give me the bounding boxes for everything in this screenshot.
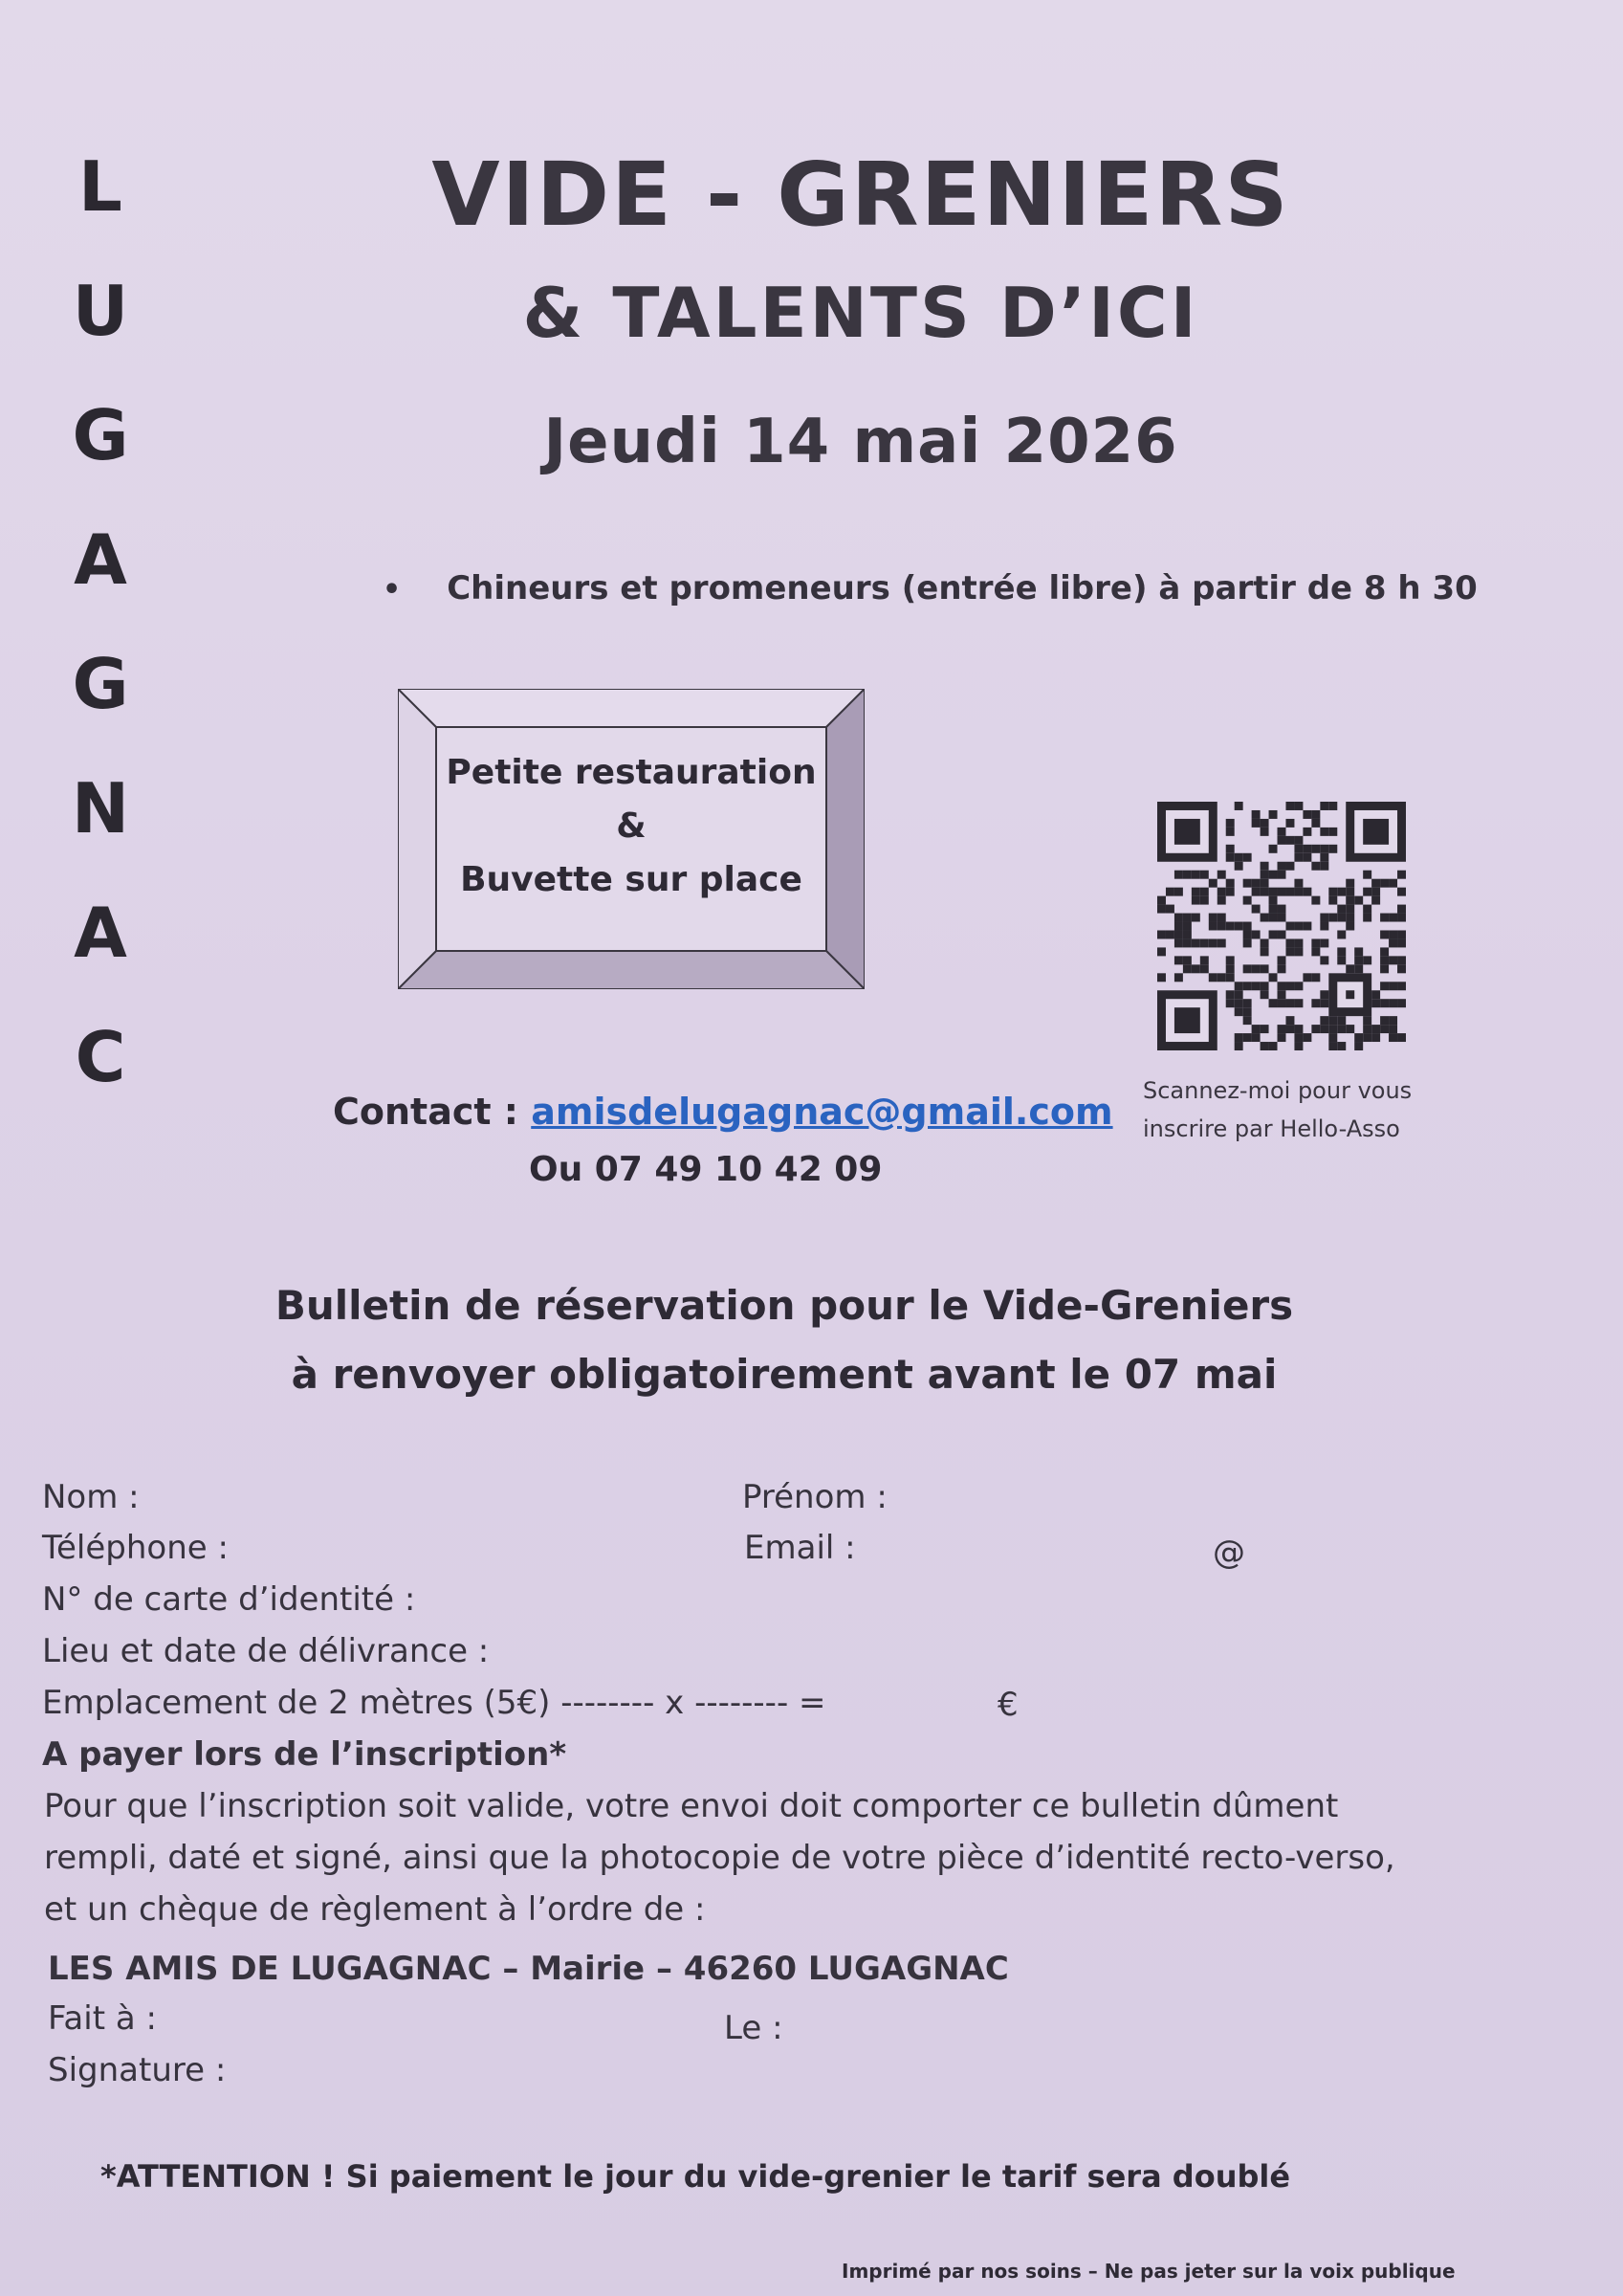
contact-line bbox=[333, 1091, 1113, 1133]
vertical-letter: C bbox=[75, 1017, 126, 1097]
qr-code-icon[interactable] bbox=[1157, 802, 1406, 1050]
form-payment-note: A payer lors de l’inscription* bbox=[42, 1735, 567, 1774]
form-paragraph-line: rempli, daté et signé, ainsi que la photocopie de votre pièce d’identité recto-verso, bbox=[44, 1839, 1395, 1877]
food-box bbox=[398, 689, 865, 989]
form-signature-label: Signature : bbox=[48, 2051, 227, 2089]
form-address: LES AMIS DE LUGAGNAC – Mairie – 46260 LUGAGNAC bbox=[48, 1950, 1009, 1988]
event-date: Jeudi 14 mai 2026 bbox=[543, 407, 1178, 477]
form-issue-label: Lieu et date de délivrance : bbox=[42, 1632, 490, 1670]
vertical-village-name bbox=[57, 124, 143, 1119]
vertical-letter: A bbox=[74, 519, 127, 600]
vertical-letter: G bbox=[72, 644, 129, 724]
contact-label: Contact : bbox=[333, 1091, 518, 1133]
food-box-text bbox=[436, 746, 826, 907]
qr-caption bbox=[1143, 1071, 1468, 1148]
contact-phone: Ou 07 49 10 42 09 bbox=[529, 1150, 883, 1189]
form-email-label: Email : bbox=[744, 1529, 856, 1567]
subtitle: & TALENTS D’ICI bbox=[522, 273, 1199, 353]
form-id-card-label: N° de carte d’identité : bbox=[42, 1580, 416, 1619]
form-telephone-label: Téléphone : bbox=[42, 1529, 229, 1567]
ampersand: & bbox=[616, 806, 647, 846]
vertical-letter: L bbox=[78, 146, 122, 227]
main-title: VIDE - GRENIERS bbox=[431, 144, 1290, 246]
bullet-icon: • bbox=[383, 573, 402, 607]
contact-email-link[interactable]: amisdelugagnac@gmail.com bbox=[531, 1091, 1113, 1133]
vertical-letter: G bbox=[72, 395, 129, 475]
entry-info bbox=[383, 569, 1478, 607]
food-line: Petite restauration bbox=[446, 753, 817, 792]
drinks-line: Buvette sur place bbox=[460, 860, 802, 899]
form-paragraph-line: et un chèque de règlement à l’ordre de : bbox=[44, 1890, 706, 1929]
form-nom-label: Nom : bbox=[42, 1478, 140, 1516]
attention-note: *ATTENTION ! Si paiement le jour du vide-grenier le tarif sera doublé bbox=[100, 2158, 1291, 2195]
form-prenom-label: Prénom : bbox=[742, 1478, 888, 1516]
vertical-letter: A bbox=[74, 893, 127, 973]
footer-note: Imprimé par nos soins – Ne pas jeter sur la voix publique bbox=[842, 2260, 1456, 2283]
vertical-letter: N bbox=[71, 768, 130, 849]
bulletin-heading: Bulletin de réservation pour le Vide-Greniers bbox=[274, 1282, 1294, 1329]
bulletin-deadline: à renvoyer obligatoirement avant le 07 mai bbox=[291, 1351, 1278, 1398]
form-date-label: Le : bbox=[724, 2009, 783, 2047]
vertical-letter: U bbox=[72, 271, 129, 351]
form-fait-label: Fait à : bbox=[48, 1999, 157, 2038]
form-euro-sign: € bbox=[998, 1686, 1019, 1724]
entry-info-text: Chineurs et promeneurs (entrée libre) à partir de 8 h 30 bbox=[447, 569, 1478, 607]
form-pitch-label: Emplacement de 2 mètres (5€) -------- x -------- = bbox=[42, 1684, 826, 1722]
qr-caption-line: Scannez-moi pour vous bbox=[1143, 1077, 1413, 1104]
form-paragraph-line: Pour que l’inscription soit valide, votre envoi doit comporter ce bulletin dûment bbox=[44, 1787, 1339, 1825]
qr-caption-line: inscrire par Hello-Asso bbox=[1143, 1115, 1400, 1142]
form-at-sign: @ bbox=[1213, 1534, 1245, 1572]
